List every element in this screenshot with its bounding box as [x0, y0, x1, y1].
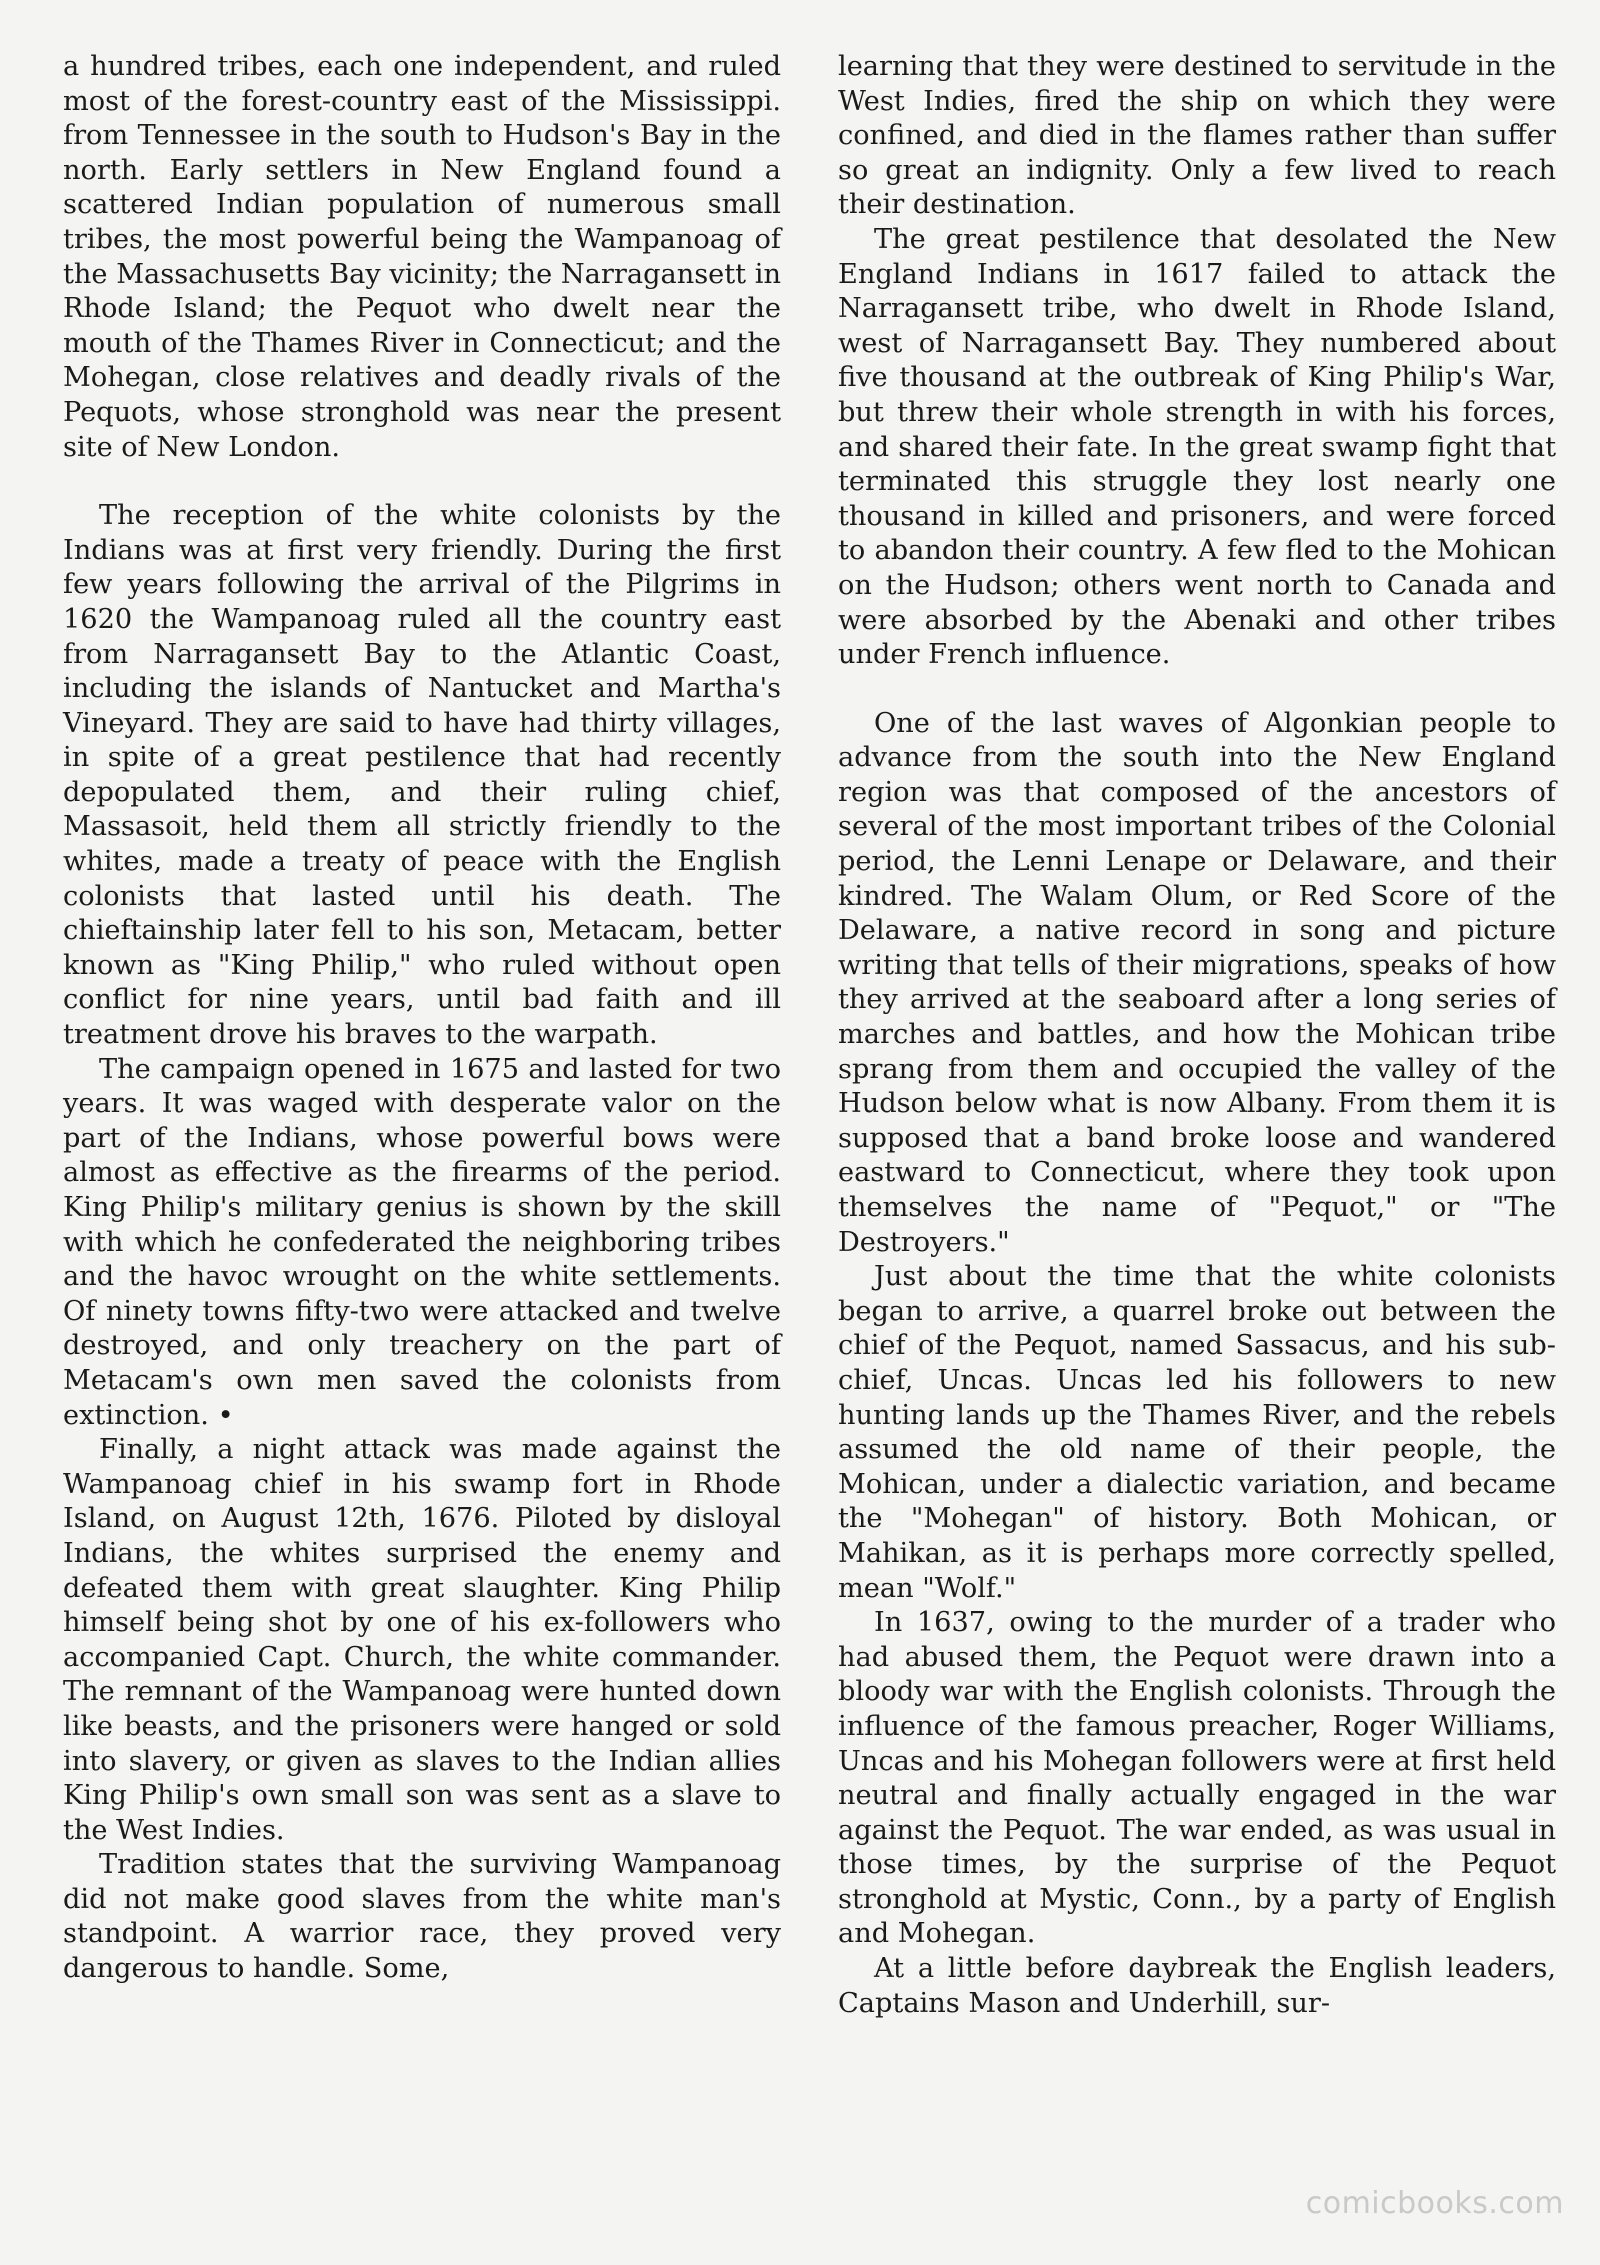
right-paragraph-4: Just about the time that the white colonists began to arrive, a quarrel broke out between the chief of the Pequot, named Sassacus, and his sub-chief, Uncas. Uncas led his followers to new hunting lands up the Thames River, and the rebels assumed the old name of their people, the Mohican, under a dialectic variation, and became the "Mohegan" of history. Both Mohican, or Mahikan, as it is perhaps more correctly spelled, mean "Wolf.": [838, 1261, 1556, 1604]
right-paragraph-6: At a little before daybreak the English leaders, Captains Mason and Underhill, sur-: [838, 1953, 1556, 2019]
left-paragraph-5: Tradition states that the surviving Wampanoag did not make good slaves from the white man's standpoint. A warrior race, they proved very dangerous to handle. Some,: [63, 1849, 781, 1985]
right-column: [838, 50, 1556, 2021]
left-paragraph-2: The reception of the white colonists by the Indians was at first very friendly. During the first few years following the arrival of the Pilgrims in 1620 the Wampanoag ruled all the country east from Narragansett Bay to the Atlantic Coast, including the islands of Nantucket and Martha's Vineyard. They are said to have had thirty villages, in spite of a great pestilence that had recently depopulated them, and their ruling chief, Massasoit, held them all strictly friendly to the whites, made a treaty of peace with the English colonists that lasted until his death. The chieftainship later fell to his son, Metacam, better known as "King Philip," who ruled without open conflict for nine years, until bad faith and ill treatment drove his braves to the warpath.: [63, 500, 781, 1051]
right-paragraph-5: In 1637, owing to the murder of a trader who had abused them, the Pequot were drawn into a bloody war with the English colonists. Through the influence of the famous preacher, Roger Williams, Uncas and his Mohegan followers were at first held neutral and finally actually engaged in the war against the Pequot. The war ended, as was usual in those times, by the surprise of the Pequot stronghold at Mystic, Conn., by a party of English and Mohegan.: [838, 1607, 1556, 1950]
left-paragraph-4: Finally, a night attack was made against the Wampanoag chief in his swamp fort in Rhode Island, on August 12th, 1676. Piloted by disloyal Indians, the whites surprised the enemy and defeated them with great slaughter. King Philip himself being shot by one of his ex-followers who accompanied Capt. Church, the white commander. The remnant of the Wampanoag were hunted down like beasts, and the prisoners were hanged or sold into slavery, or given as slaves to the Indian allies King Philip's own small son was sent as a slave to the West Indies.: [63, 1434, 781, 1846]
left-paragraph-3: The campaign opened in 1675 and lasted for two years. It was waged with desperate valor on the part of the Indians, whose powerful bows were almost as effective as the firearms of the period. King Philip's military genius is shown by the skill with which he confederated the neighboring tribes and the havoc wrought on the white settlements. Of ninety towns fifty-two were attacked and twelve destroyed, and only treachery on the part of Metacam's own men saved the colonists from extinction. •: [63, 1053, 781, 1431]
left-paragraph-1: a hundred tribes, each one independent, and ruled most of the forest-country east of the Mississippi. from Tennessee in the south to Hudson's Bay in the north. Early settlers in New England found a scattered Indian population of numerous small tribes, the most powerful being the Wampanoag of the Massachusetts Bay vicinity; the Narragansett in Rhode Island; the Pequot who dwelt near the mouth of the Thames River in Connecticut; and the Mohegan, close relatives and deadly rivals of the Pequots, whose stronghold was near the present site of New London.: [63, 51, 781, 463]
right-paragraph-2: The great pestilence that desolated the New England Indians in 1617 failed to attack the Narragansett tribe, who dwelt in Rhode Island, west of Narragansett Bay. They numbered about five thousand at the outbreak of King Philip's War, but threw their whole strength in with his forces, and shared their fate. In the great swamp fight that terminated this struggle they lost nearly one thousand in killed and prisoners, and were forced to abandon their country. A few fled to the Mohican on the Hudson; others went north to Canada and were absorbed by the Abenaki and other tribes under French influence.: [838, 223, 1556, 671]
watermark: comicbooks.com: [1305, 2186, 1564, 2221]
right-paragraph-1: learning that they were destined to servitude in the West Indies, fired the ship on which they were confined, and died in the flames rather than suffer so great an indignity. Only a few lived to reach their destination.: [838, 51, 1556, 221]
right-paragraph-3: One of the last waves of Algonkian people to advance from the south into the New England region was that composed of the ancestors of several of the most important tribes of the Colonial period, the Lenni Lenape or Delaware, and their kindred. The Walam Olum, or Red Score of the Delaware, a native record in song and picture writing that tells of their migrations, speaks of how they arrived at the seaboard after a long series of marches and battles, and how the Mohican tribe sprang from them and occupied the valley of the Hudson below what is now Albany. From them it is supposed that a band broke loose and wandered eastward to Connecticut, where they took upon themselves the name of "Pequot," or "The Destroyers.": [838, 707, 1556, 1258]
left-column: [63, 50, 781, 1987]
